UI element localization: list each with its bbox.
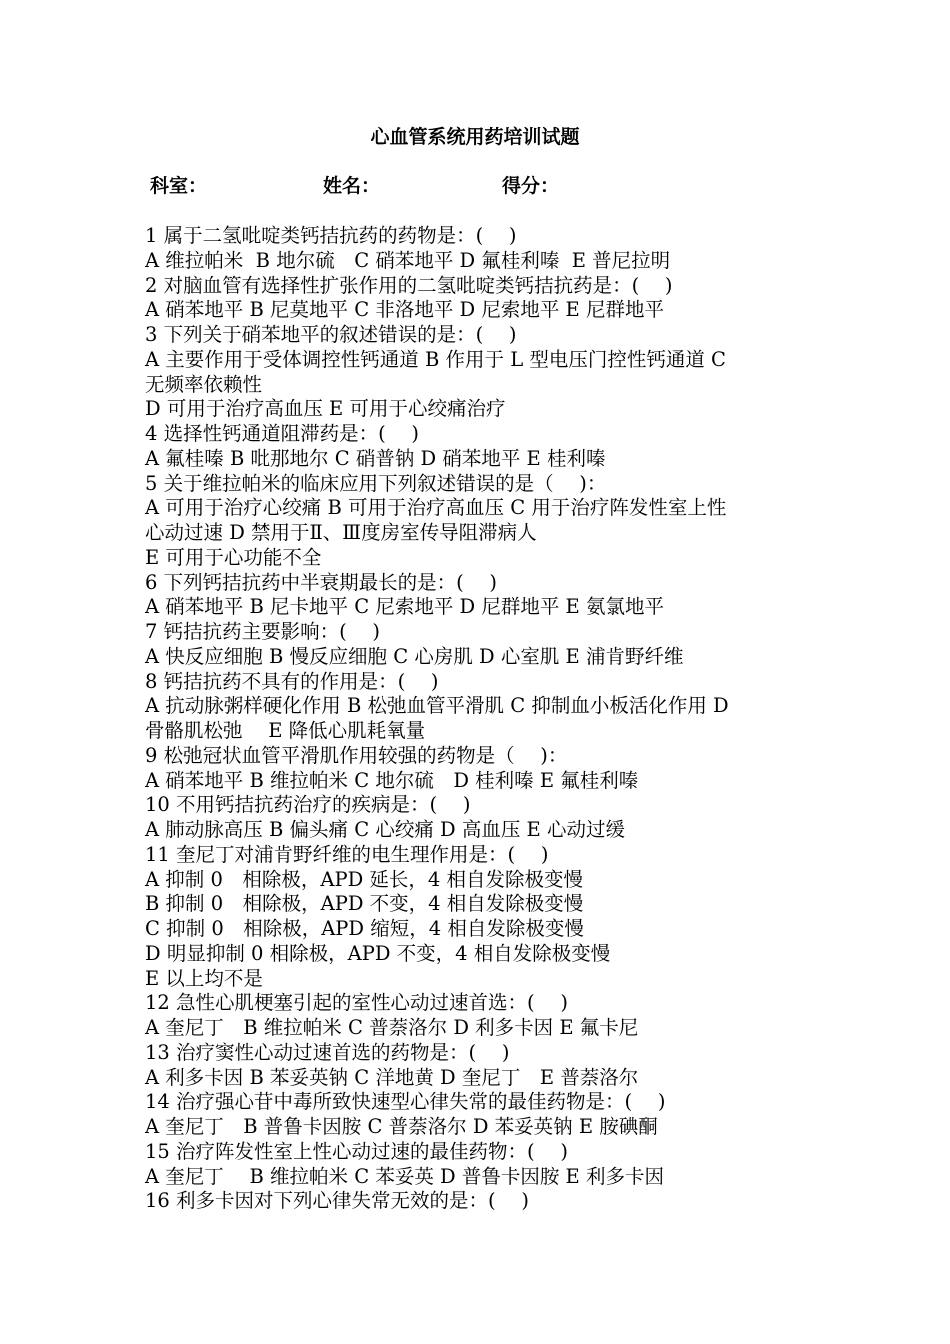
document-title: 心血管系统用药培训试题 xyxy=(370,126,580,148)
option-line: A 奎尼丁 B 维拉帕米 C 普萘洛尔 D 利多卡因 E 氟卡尼 xyxy=(145,1016,639,1039)
option-line: A 硝苯地平 B 尼卡地平 C 尼索地平 D 尼群地平 E 氨氯地平 xyxy=(145,595,664,619)
question-line: 4 选择性钙通道阻滞药是：( ) xyxy=(145,422,420,445)
option-line: A 快反应细胞 B 慢反应细胞 C 心房肌 D 心室肌 E 浦肯野纤维 xyxy=(145,644,684,668)
question-list xyxy=(145,224,813,1214)
option-line: C 抑制 0 相除极，APD 缩短，4 相自发除极变慢 xyxy=(145,917,584,940)
option-line: A 可用于治疗心绞痛 B 可用于治疗高血压 C 用于治疗阵发性室上性 xyxy=(145,496,727,520)
option-line: A 维拉帕米 B 地尔硫 C 硝苯地平 D 氟桂利嗪 E 普尼拉明 xyxy=(145,248,671,272)
question-line: 1 属于二氢吡啶类钙拮抗药的药物是：( ) xyxy=(145,224,517,247)
question-line: 16 利多卡因对下列心律失常无效的是：( ) xyxy=(145,1189,529,1213)
option-line: 骨骼肌松弛 E 降低心肌耗氧量 xyxy=(145,719,426,742)
option-line: A 奎尼丁 B 普鲁卡因胺 C 普萘洛尔 D 苯妥英钠 E 胺碘酮 xyxy=(145,1115,658,1138)
question-line: 14 治疗强心苷中毒所致快速型心律失常的最佳药物是：( ) xyxy=(145,1090,666,1114)
option-line: 无频率依赖性 xyxy=(145,372,263,396)
question-line: 3 下列关于硝苯地平的叙述错误的是：( ) xyxy=(145,323,517,346)
question-line: 11 奎尼丁对浦肯野纤维的电生理作用是：( ) xyxy=(145,842,549,866)
option-line: A 肺动脉高压 B 偏头痛 C 心绞痛 D 高血压 E 心动过缓 xyxy=(145,818,625,841)
question-line: 9 松弛冠状血管平滑肌作用较强的药物是（ )： xyxy=(145,743,568,767)
question-line: 8 钙拮抗药不具有的作用是：( ) xyxy=(145,669,439,693)
option-line: D 可用于治疗高血压 E 可用于心绞痛治疗 xyxy=(145,397,506,421)
question-line: 10 不用钙拮抗药治疗的疾病是：( ) xyxy=(145,793,471,817)
option-line: E 以上均不是 xyxy=(145,966,263,990)
option-line: A 硝苯地平 B 维拉帕米 C 地尔硫 D 桂利嗪 E 氟桂利嗪 xyxy=(145,768,639,792)
option-line: E 可用于心功能不全 xyxy=(145,545,322,569)
option-line: 心动过速 D 禁用于Ⅱ、Ⅲ度房室传导阻滞病人 xyxy=(145,521,537,544)
option-line: D 明显抑制 0 相除极，APD 不变，4 相自发除极变慢 xyxy=(145,941,611,965)
question-line: 7 钙拮抗药主要影响：( ) xyxy=(145,620,381,643)
option-line: A 抑制 0 相除极，APD 延长，4 相自发除极变慢 xyxy=(145,867,584,891)
option-line: A 氟桂嗪 B 吡那地尔 C 硝普钠 D 硝苯地平 E 桂利嗪 xyxy=(145,446,606,470)
option-line: A 主要作用于受体调控性钙通道 B 作用于 L 型电压门控性钙通道 C xyxy=(145,347,726,371)
option-line: A 硝苯地平 B 尼莫地平 C 非洛地平 D 尼索地平 E 尼群地平 xyxy=(145,298,664,322)
question-line: 2 对脑血管有选择性扩张作用的二氢吡啶类钙拮抗药是：( ) xyxy=(145,273,673,297)
department-field-label: 科室： xyxy=(150,175,208,197)
question-line: 15 治疗阵发性室上性心动过速的最佳药物：( ) xyxy=(145,1139,568,1163)
question-line: 12 急性心肌梗塞引起的室性心动过速首选：( ) xyxy=(145,991,568,1015)
question-line: 6 下列钙拮抗药中半衰期最长的是：( ) xyxy=(145,570,498,594)
question-line: 13 治疗窦性心动过速首选的药物是：( ) xyxy=(145,1040,510,1064)
option-line: A 利多卡因 B 苯妥英钠 C 洋地黄 D 奎尼丁 E 普萘洛尔 xyxy=(145,1065,639,1089)
score-field-label: 得分： xyxy=(502,175,560,197)
option-line: B 抑制 0 相除极，APD 不变，4 相自发除极变慢 xyxy=(145,892,584,916)
question-line: 5 关于维拉帕米的临床应用下列叙述错误的是（ )： xyxy=(145,471,607,495)
option-line: A 抗动脉粥样硬化作用 B 松弛血管平滑肌 C 抑制血小板活化作用 D xyxy=(145,694,729,718)
name-field-label: 姓名： xyxy=(323,175,381,197)
option-line: A 奎尼丁 B 维拉帕米 C 苯妥英 D 普鲁卡因胺 E 利多卡因 xyxy=(145,1164,664,1188)
